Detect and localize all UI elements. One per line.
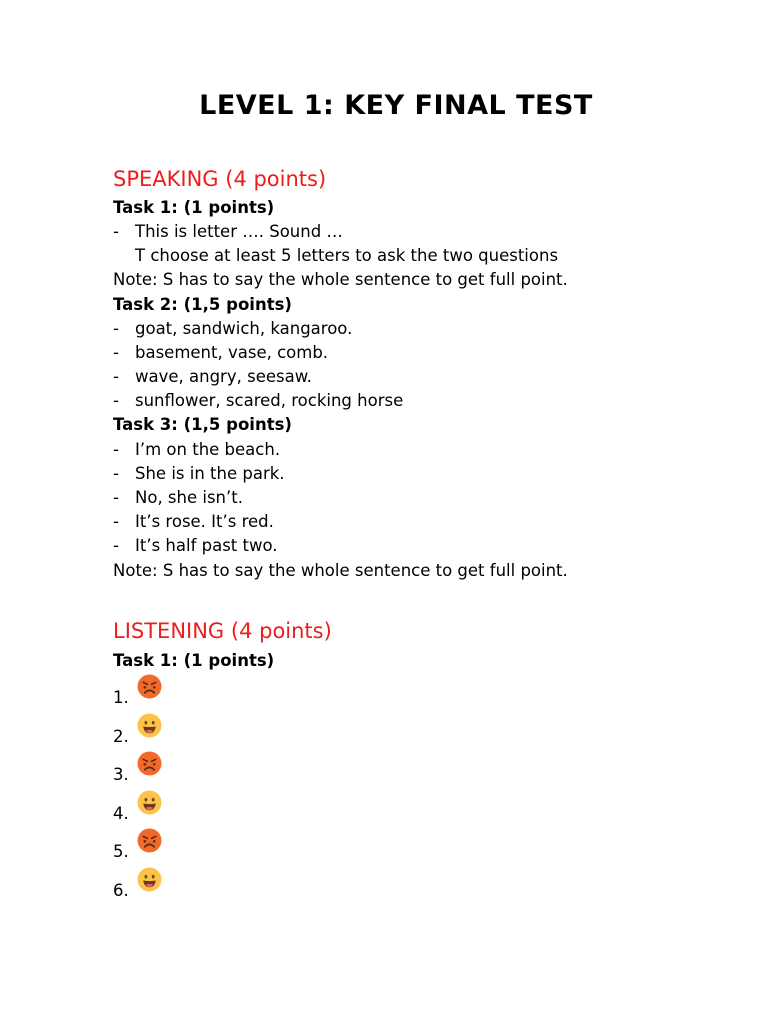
- list-item-text: goat, sandwich, kangaroo.: [135, 319, 353, 338]
- list-item-text: No, she isn’t.: [135, 488, 243, 507]
- dash: -: [113, 488, 119, 507]
- answer-number: 4.: [113, 803, 129, 823]
- list-item: [113, 319, 352, 339]
- instruction-text: T choose at least 5 letters to ask the two questions: [135, 246, 559, 265]
- angry-face-icon: [137, 828, 162, 853]
- dash: -: [113, 512, 119, 531]
- dash: -: [113, 222, 119, 241]
- list-item: [113, 391, 403, 411]
- task-heading: Task 1: (1 points): [113, 651, 275, 670]
- list-item: [113, 464, 285, 484]
- answer-number: 3.: [113, 765, 129, 784]
- list-item-text: She is in the park.: [135, 464, 285, 483]
- answer-number: 5.: [113, 842, 129, 861]
- list-item: [113, 343, 328, 363]
- grinning-face-icon: [137, 790, 162, 815]
- list-item: [113, 367, 312, 387]
- dash: -: [113, 319, 119, 338]
- task-heading: Task 3: (1,5 points): [113, 415, 292, 434]
- list-item-text: This is letter …. Sound …: [135, 222, 343, 241]
- note-text: Note: S has to say the whole sentence to get full point.: [113, 561, 568, 580]
- note-text: Note: S has to say the whole sentence to get full point.: [113, 270, 568, 289]
- dash: -: [113, 391, 119, 410]
- speaking-heading: SPEAKING (4 points): [113, 167, 327, 191]
- list-item-text: sunflower, scared, rocking horse: [135, 391, 404, 410]
- list-item-text: basement, vase, comb.: [135, 343, 329, 362]
- dash: -: [113, 536, 119, 555]
- answer-number: 2.: [113, 726, 129, 746]
- dash: -: [113, 464, 119, 483]
- list-item: [113, 512, 274, 532]
- grinning-face-icon: [137, 713, 162, 738]
- list-item-text: It’s half past two.: [135, 536, 278, 555]
- listening-heading: LISTENING (4 points): [113, 619, 332, 643]
- grinning-face-icon: [137, 867, 162, 892]
- list-item-text: I’m on the beach.: [135, 440, 281, 459]
- list-item-text: It’s rose. It’s red.: [135, 512, 274, 531]
- task-heading: Task 1: (1 points): [113, 198, 275, 217]
- list-item-text: wave, angry, seesaw.: [135, 367, 312, 386]
- answer-number: 1.: [113, 688, 129, 707]
- list-item: [113, 440, 280, 460]
- dash: -: [113, 367, 119, 386]
- angry-face-icon: [137, 674, 162, 699]
- angry-face-icon: [137, 751, 162, 776]
- answer-number: 6.: [113, 880, 129, 900]
- dash: -: [113, 343, 119, 362]
- task-heading: Task 2: (1,5 points): [113, 295, 292, 314]
- list-item: [113, 488, 243, 508]
- document-title: LEVEL 1: KEY FINAL TEST: [199, 90, 593, 121]
- list-item: [113, 536, 278, 556]
- list-item: [113, 222, 343, 242]
- dash: -: [113, 440, 119, 459]
